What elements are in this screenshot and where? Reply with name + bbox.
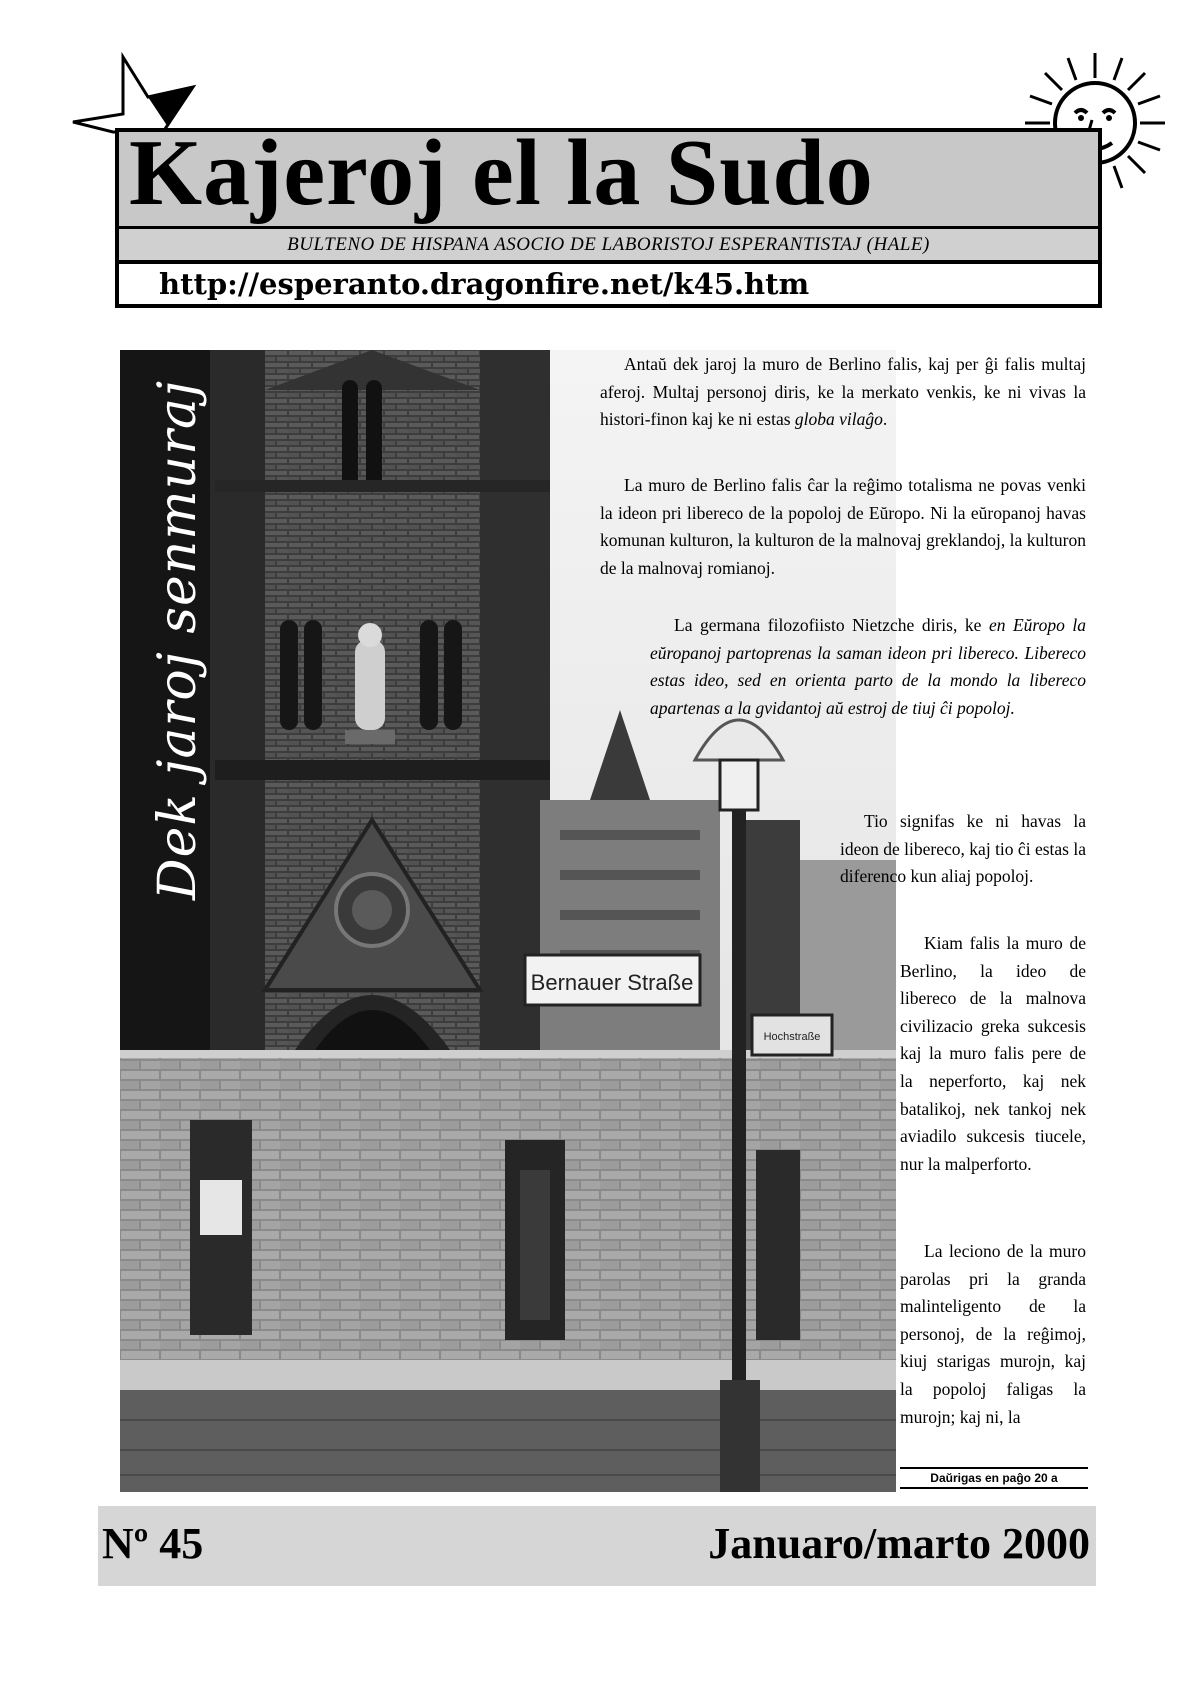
continued-note: Daŭrigas en paĝo 20 a	[900, 1467, 1088, 1489]
issue-number: Nº 45	[102, 1519, 204, 1568]
subtitle-band	[119, 229, 1098, 264]
article-paragraph-6: La leciono de la muro parolas pri la granda malinteligento de la personoj, de la reĝimoj, kiuj starigas murojn, kaj la popoloj faligas la murojn; kaj ni, la	[900, 1241, 1086, 1427]
publication-subtitle: BULTENO DE HISPANA ASOCIO DE LABORISTOJ ESPERANTISTAJ (HALE)	[287, 234, 930, 255]
article-paragraph-3: La germana filozofiisto Nietzche diris, ke en Eŭropo la eŭropanoj partoprenas la saman ideon pri libereco. Libereco estas ideo, sed en orienta parto de la mondo la libereco apartenas a la gvidantoj aŭ estroj de tiuj ĉi popoloj.	[650, 615, 1086, 718]
article-paragraph-5: Kiam falis la muro de Berlino, la ideo de libereco de la malnova civilizacio greka sukcesis kaj la muro falis pere de la neperforto, kaj nek batalikoj, nek tankoj nek aviadilo sukcesis tiucele, nur la malperforto.	[900, 933, 1086, 1174]
issue-date: Januaro/marto 2000	[708, 1519, 1090, 1568]
article-paragraph-1: Antaŭ dek jaroj la muro de Berlino falis, kaj per ĝi falis multaj aferoj. Multaj personoj diris, ke la merkato venkis, ke ni vivas la histori-finon kaj ke ni estas globa vilaĝo.	[600, 354, 1086, 430]
website-url[interactable]: http://esperanto.dragonfire.net/k45.htm	[159, 267, 810, 301]
issue-footer	[98, 1506, 1096, 1586]
title-band	[119, 121, 1098, 229]
street-sign: Bernauer Straße	[530, 970, 694, 995]
publication-title: Kajeroj el la Sudo	[129, 121, 874, 225]
photo-caption: Dek jaroj senmuraj	[148, 379, 208, 901]
masthead	[115, 121, 1102, 308]
article-paragraph-2: La muro de Berlino falis ĉar la reĝimo totalisma ne povas venki la ideon pri libereco de la popoloj de Eŭropo. Ni la eŭropanoj havas komunan kulturon, la kulturon de la malnovaj greklandoj, la kulturon de la malnovaj romianoj.	[600, 475, 1086, 578]
street-sign-small: Hochstraße	[763, 1031, 821, 1043]
article-paragraph-4: Tio signifas ke ni havas la ideon de libereco, kaj tio ĉi estas la diferenco kun aliaj popoloj.	[840, 811, 1086, 887]
